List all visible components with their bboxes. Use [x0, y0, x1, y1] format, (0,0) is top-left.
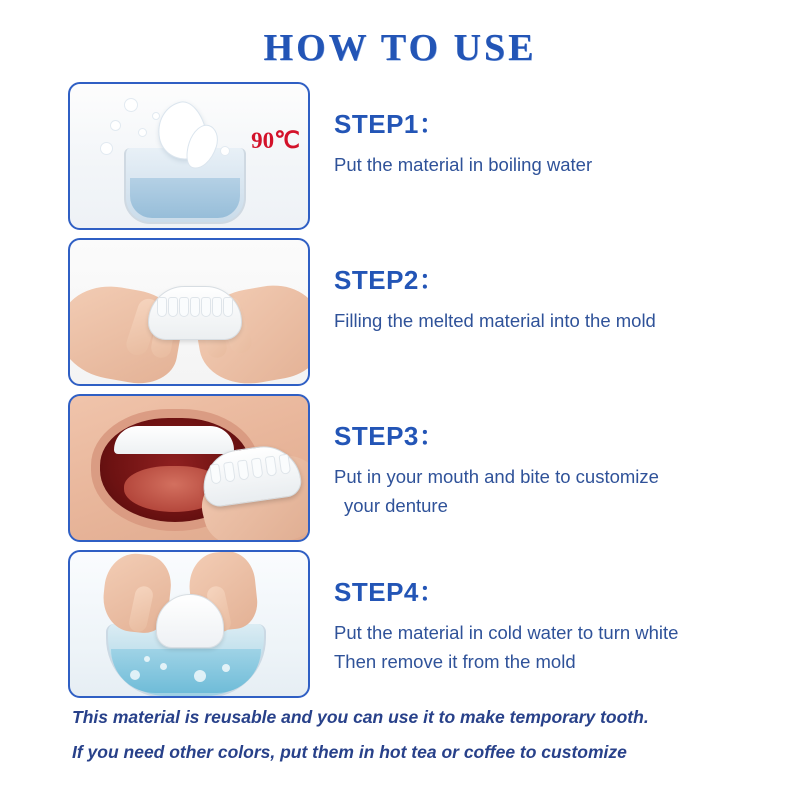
- step2-description: Filling the melted material into the mold: [334, 310, 656, 331]
- tooth-row: [209, 454, 291, 485]
- step4-description-line2: Then remove it from the mold: [334, 650, 576, 672]
- tooth-icon: [212, 297, 222, 317]
- step4-image: [68, 550, 310, 698]
- step4-label: STEP4：: [334, 577, 446, 607]
- bubble-icon: [130, 670, 140, 680]
- tooth-row: [157, 297, 233, 317]
- step-row: [0, 550, 800, 698]
- bubble-icon: [222, 664, 230, 672]
- tooth-icon: [209, 463, 222, 484]
- step1-text: [310, 82, 800, 180]
- step-row: [0, 82, 800, 230]
- temperature-badge: 90℃: [251, 128, 300, 153]
- footer-line-2: If you need other colors, put them in hot tea or coffee to customize: [72, 742, 627, 762]
- tooth-icon: [237, 459, 250, 480]
- tooth-icon: [201, 297, 211, 317]
- bubble-icon: [160, 663, 167, 670]
- step3-text: [310, 394, 800, 520]
- tooth-icon: [168, 297, 178, 317]
- footer-line-1: This material is reusable and you can use it to make temporary tooth.: [72, 707, 649, 727]
- step2-text: [310, 238, 800, 336]
- bubble-icon: [194, 670, 206, 682]
- step1-image: [68, 82, 310, 230]
- tooth-icon: [223, 461, 236, 482]
- water-drop-icon: [138, 128, 147, 137]
- step4-text: [310, 550, 800, 676]
- water-fill: [130, 178, 240, 218]
- water-drop-icon: [110, 120, 121, 131]
- tooth-icon: [190, 297, 200, 317]
- tooth-icon: [179, 297, 189, 317]
- tooth-icon: [223, 297, 233, 317]
- step-row: [0, 238, 800, 386]
- step-row: [0, 394, 800, 542]
- step4-description-line1: Put the material in cold water to turn white: [334, 622, 679, 643]
- page-title: HOW TO USE: [263, 27, 537, 69]
- bubble-icon: [144, 656, 150, 662]
- water-drop-icon: [220, 146, 230, 156]
- tooth-icon: [157, 297, 167, 317]
- tooth-icon: [265, 456, 278, 477]
- denture-mold-icon: [148, 286, 242, 340]
- step2-label: STEP2：: [334, 265, 446, 295]
- footer-note: [72, 700, 752, 770]
- water-drop-icon: [100, 142, 113, 155]
- step3-description-line1: Put in your mouth and bite to customize: [334, 466, 659, 487]
- upper-teeth-icon: [114, 426, 234, 454]
- water-drop-icon: [124, 98, 138, 112]
- step3-label: STEP3：: [334, 421, 446, 451]
- step1-label: STEP1：: [334, 109, 446, 139]
- step3-image: [68, 394, 310, 542]
- step3-description-line2: your denture: [344, 494, 448, 516]
- step2-image: [68, 238, 310, 386]
- tooth-icon: [278, 454, 291, 475]
- tooth-icon: [251, 457, 264, 478]
- steps-list: [0, 82, 800, 706]
- water-drop-icon: [152, 112, 160, 120]
- step1-description: Put the material in boiling water: [334, 154, 593, 175]
